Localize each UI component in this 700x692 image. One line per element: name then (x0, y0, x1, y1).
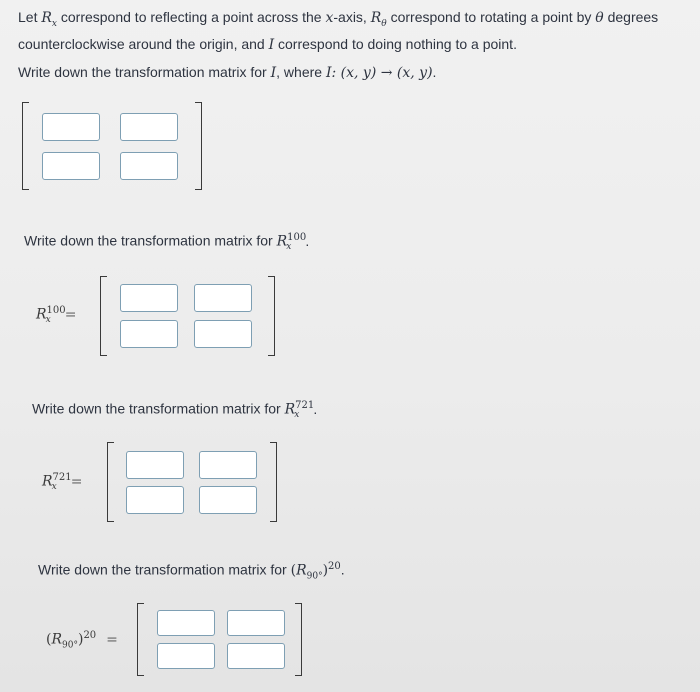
intro-text: degrees counterclockwise around the origin, and (18, 9, 659, 52)
matrix-r-100 (100, 276, 275, 356)
q2-lhs-exponent: 100 (46, 305, 66, 316)
matrix-cell-input[interactable] (199, 451, 257, 479)
q3-r-symbol: R (284, 401, 296, 418)
q2-period: . (305, 232, 310, 249)
q3-subscript: x (294, 410, 300, 421)
q1-where: , where (276, 64, 326, 80)
q2-lhs-r: R (36, 306, 47, 323)
intro-text: -axis, (333, 9, 371, 25)
right-bracket (270, 442, 277, 522)
q3-lhs-r: R (42, 473, 53, 490)
rx-symbol: R (41, 10, 52, 26)
question-4-prompt (38, 561, 345, 581)
q3-period: . (313, 400, 318, 417)
rx-subscript: x (51, 18, 57, 29)
matrix-cell-input[interactable] (126, 486, 184, 514)
q1-map: : (x, y) → (x, y) (331, 65, 433, 81)
matrix-cell-input[interactable] (227, 643, 285, 669)
q4-period: . (340, 561, 345, 578)
q1-map-i: I (325, 65, 332, 81)
question-1-prompt (18, 64, 436, 81)
equals-sign: = (106, 631, 118, 648)
right-bracket (268, 276, 275, 356)
q2-exponent: 100 (287, 232, 307, 243)
q1-text: Write down the transformation matrix for (18, 64, 271, 80)
q2-subscript: x (286, 242, 292, 253)
theta-symbol: θ (595, 10, 604, 26)
q3-lhs (42, 472, 82, 492)
q2-r-symbol: R (276, 233, 288, 250)
intro-text: correspond to reflecting a point across the (56, 9, 326, 25)
matrix-cell-input[interactable] (120, 320, 178, 348)
matrix-cell-input[interactable] (126, 451, 184, 479)
matrix-cell-input[interactable] (42, 113, 100, 141)
q1-i-symbol: I (270, 65, 277, 81)
matrix-cell-input[interactable] (120, 113, 178, 141)
rtheta-symbol: R (370, 10, 382, 26)
matrix-cell-input[interactable] (227, 610, 285, 636)
matrix-cell-input[interactable] (157, 643, 215, 669)
matrix-cell-input[interactable] (194, 320, 252, 348)
i-symbol: I (268, 36, 275, 53)
right-bracket (195, 102, 202, 190)
left-bracket (137, 603, 144, 676)
q4-text: Write down the transformation matrix for (38, 561, 291, 578)
q4-lhs-open-paren: ( (46, 631, 52, 648)
matrix-r-721 (107, 442, 277, 522)
intro-text: Let (18, 9, 42, 25)
q2-lhs-subscript: x (45, 315, 51, 326)
q4-exponent: 20 (328, 561, 341, 572)
q4-lhs-subscript: 90° (62, 640, 78, 651)
q4-subscript: 90° (306, 571, 323, 582)
equals-sign: = (70, 473, 83, 490)
q4-open-paren: ( (290, 562, 297, 579)
intro-text: correspond to doing nothing to a point. (274, 35, 517, 52)
q4-lhs-exponent: 20 (83, 630, 97, 641)
matrix-r90-20 (137, 603, 302, 676)
matrix-identity (22, 102, 202, 190)
left-bracket (100, 276, 107, 356)
q2-lhs (36, 305, 76, 325)
q3-lhs-subscript: x (51, 482, 57, 493)
rtheta-subscript: θ (381, 18, 387, 29)
q3-exponent: 721 (295, 400, 315, 411)
q4-close-paren: ) (322, 562, 329, 579)
left-bracket (107, 442, 114, 522)
matrix-cell-input[interactable] (194, 284, 252, 312)
matrix-cell-input[interactable] (120, 152, 178, 180)
q4-lhs (46, 630, 118, 650)
matrix-cell-input[interactable] (42, 152, 100, 180)
q4-r-symbol: R (296, 562, 307, 579)
question-3-prompt (32, 400, 317, 420)
q3-lhs-exponent: 721 (52, 472, 72, 483)
right-bracket (295, 603, 302, 676)
matrix-cell-input[interactable] (120, 284, 178, 312)
q3-text: Write down the transformation matrix for (32, 400, 285, 417)
left-bracket (22, 102, 29, 190)
q4-lhs-r: R (51, 631, 63, 648)
matrix-cell-input[interactable] (199, 486, 257, 514)
problem-intro (18, 7, 694, 55)
x-axis-var: x (325, 10, 334, 26)
equals-sign: = (64, 306, 77, 323)
question-2-prompt (24, 232, 309, 252)
matrix-cell-input[interactable] (157, 610, 215, 636)
q2-text: Write down the transformation matrix for (24, 232, 277, 249)
q1-period: . (432, 64, 437, 80)
q4-lhs-close-paren: ) (77, 631, 84, 648)
intro-text: correspond to rotating a point by (386, 9, 596, 25)
